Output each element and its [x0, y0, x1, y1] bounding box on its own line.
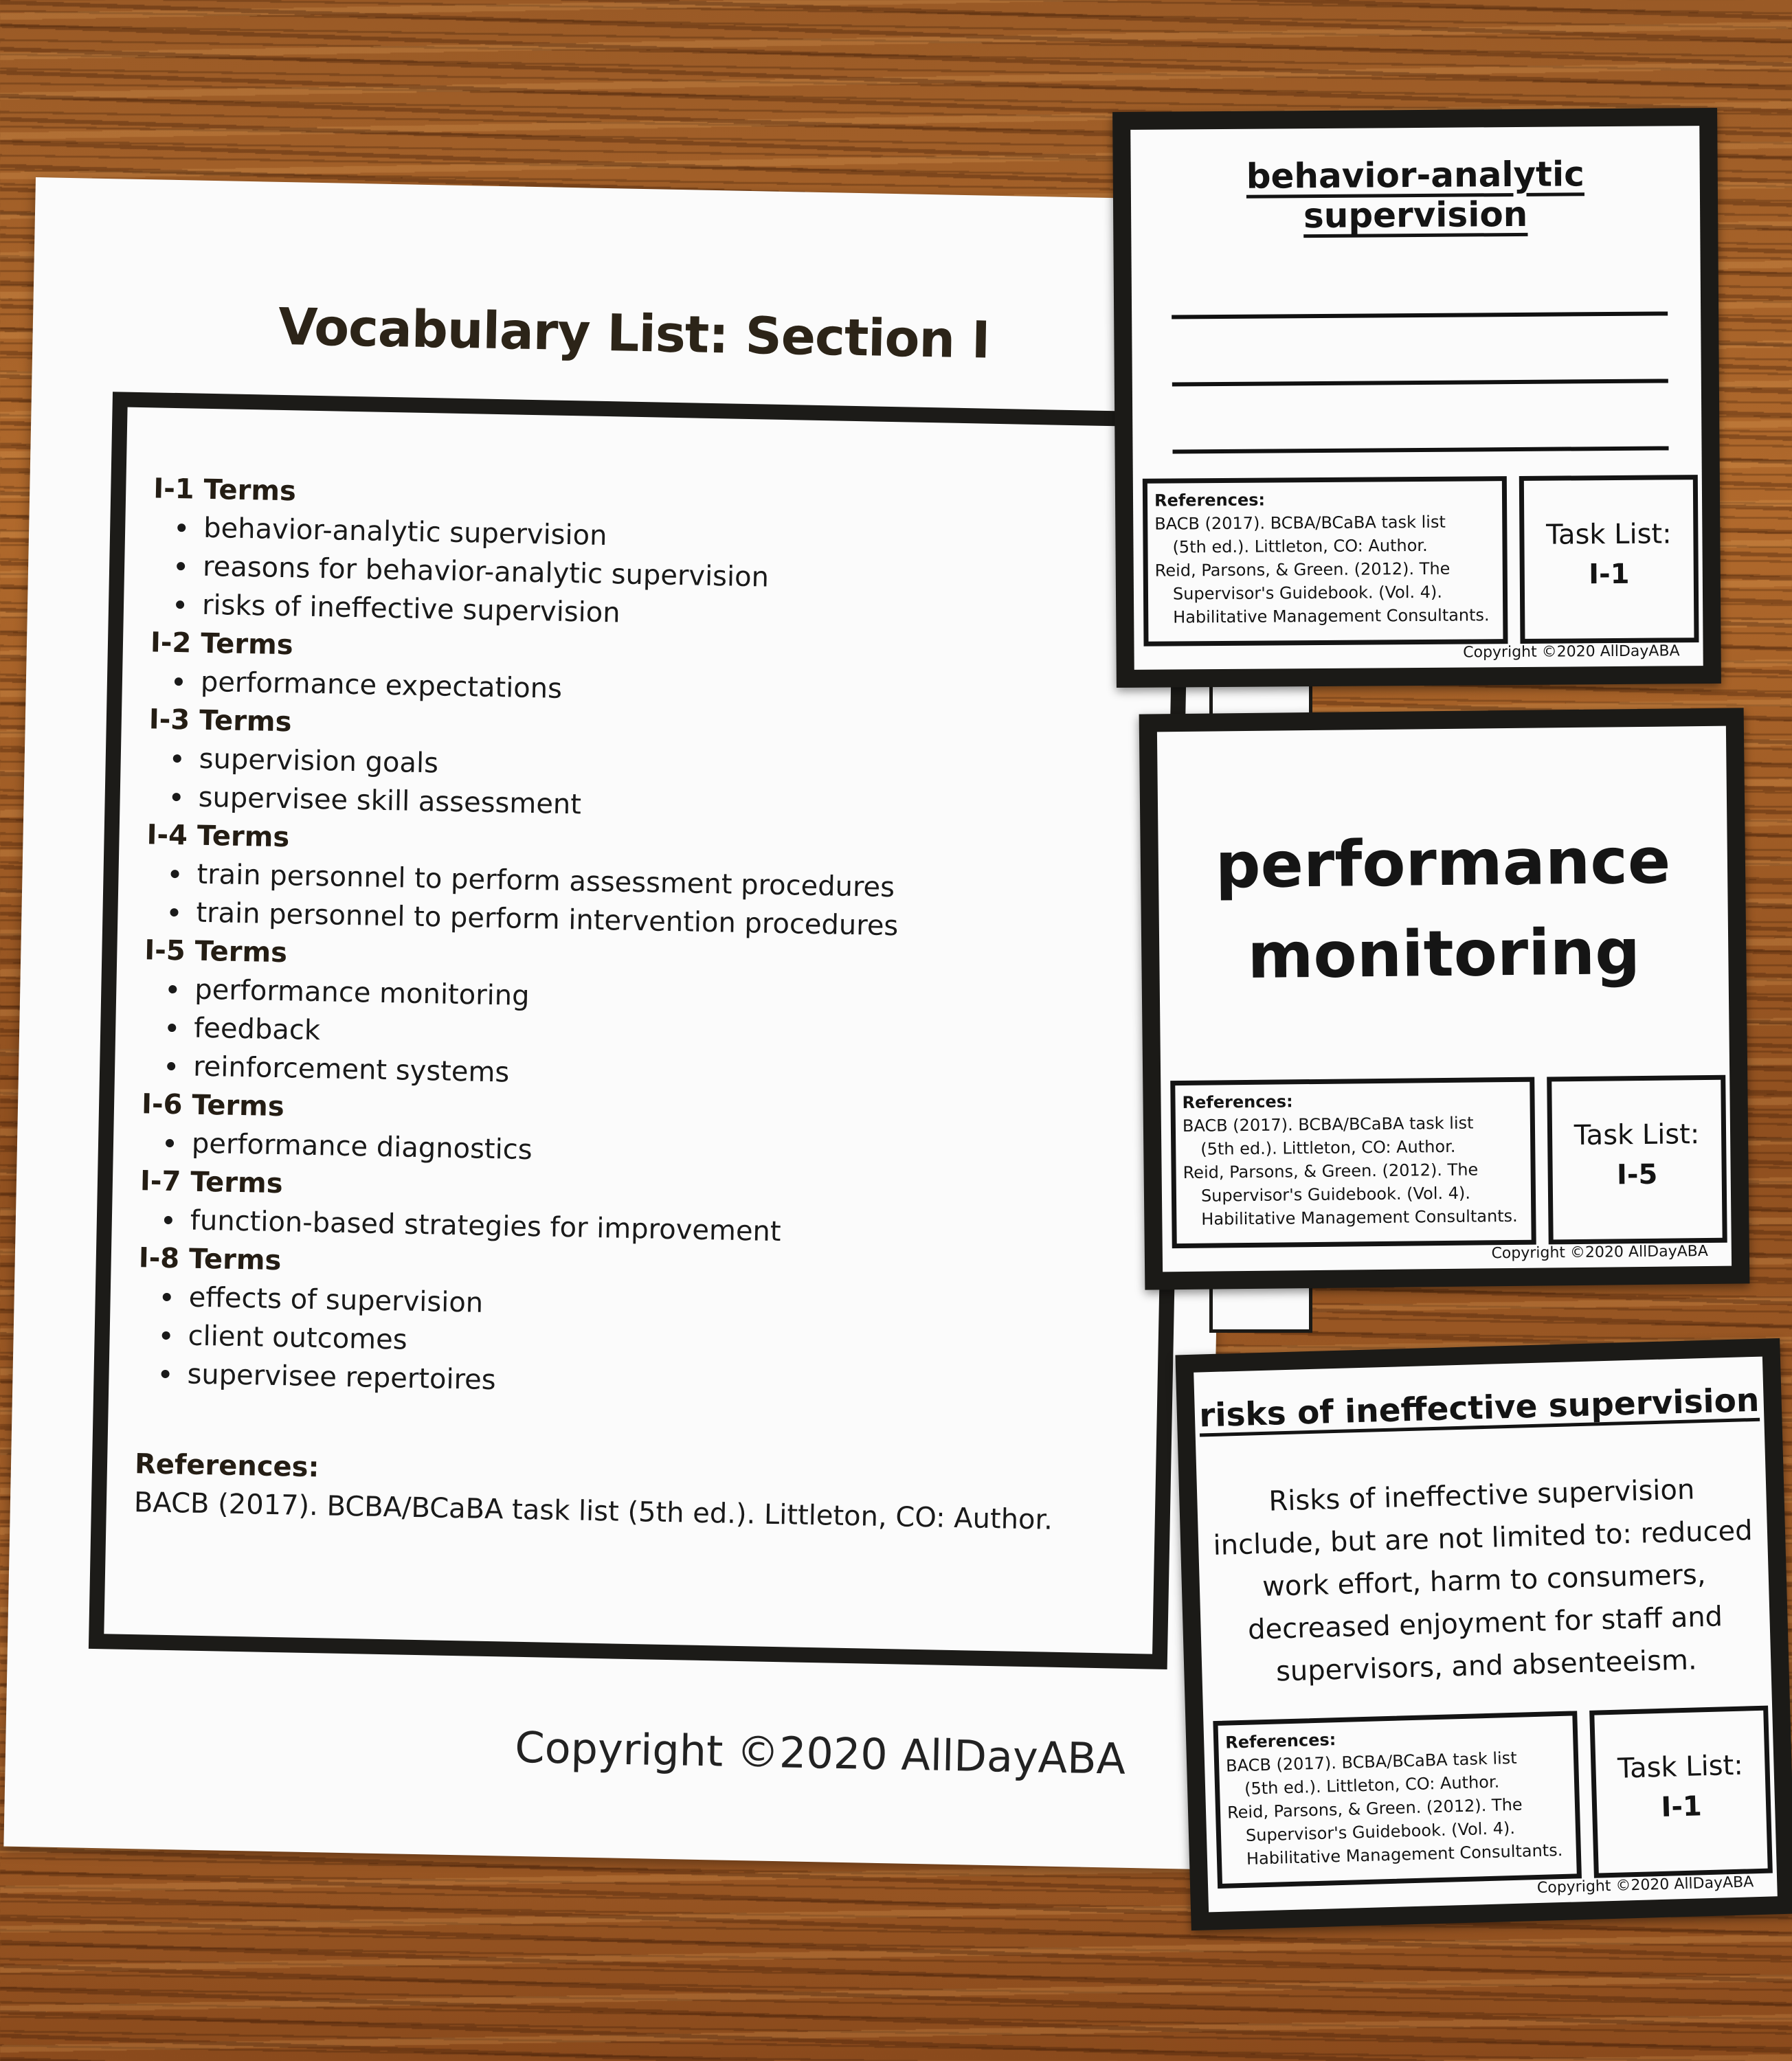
flashcard-copyright: Copyright ©2020 AllDayABA: [1463, 642, 1680, 662]
reference-line: Habilitative Management Consultants.: [1246, 1840, 1563, 1869]
term-group-heading: I-4 Terms: [146, 819, 290, 854]
term-item: performance diagnostics: [163, 1124, 895, 1176]
flashcard-risks-of-ineffective-supervision: [1175, 1338, 1792, 1930]
flashcard-copyright: Copyright ©2020 AllDayABA: [1536, 1873, 1754, 1897]
term-item: train personnel to perform intervention procedures: [167, 893, 899, 945]
reference-line: Supervisor's Guidebook. (Vol. 4).: [1200, 1183, 1471, 1206]
term-item: supervisee skill assessment: [169, 778, 901, 830]
reference-line: Reid, Parsons, & Green. (2012). The: [1154, 559, 1451, 581]
term-group-items: [136, 1277, 891, 1407]
flashcard-term-line: performance: [1215, 824, 1671, 903]
flashcard-title: behavior-analytic supervision: [1246, 154, 1584, 236]
term-group: [139, 1162, 893, 1253]
task-list-box: [1589, 1706, 1773, 1878]
reference-line: Habilitative Management Consultants.: [1201, 1206, 1518, 1229]
term-item: performance monitoring: [166, 970, 897, 1022]
term-group-items: [145, 854, 899, 945]
term-group-heading: I-5 Terms: [144, 934, 288, 969]
term-group: [147, 700, 902, 830]
term-item: effects of supervision: [159, 1278, 891, 1330]
term-item: supervisee repertoires: [158, 1355, 890, 1407]
reference-line: Supervisor's Guidebook. (Vol. 4).: [1172, 582, 1443, 604]
term-group-heading: I-1 Terms: [153, 473, 297, 508]
answer-line: [1172, 379, 1668, 386]
term-group-items: [142, 969, 897, 1099]
flashcard-face: [1130, 126, 1703, 670]
task-list-label: Task List:: [1546, 518, 1672, 551]
flashcard-behavior-analytic-supervision: [1112, 108, 1721, 688]
term-group: [142, 931, 898, 1099]
term-item: train personnel to perform assessment procedures: [168, 855, 899, 907]
answer-line: [1172, 311, 1668, 319]
reference-line: Reid, Parsons, & Green. (2012). The: [1227, 1794, 1523, 1823]
references-heading: References:: [1154, 490, 1266, 510]
reference-line: BACB (2017). BCBA/BCaBA task list: [1154, 512, 1446, 534]
vocabulary-sheet: [3, 177, 1237, 1869]
sheet-references: [133, 1445, 1053, 1540]
task-list-label: Task List:: [1617, 1749, 1744, 1785]
terms-frame: [89, 392, 1191, 1669]
flashcard-copyright: Copyright ©2020 AllDayABA: [1491, 1243, 1709, 1263]
references-heading: References:: [1182, 1092, 1293, 1113]
task-list-number: I-1: [1660, 1790, 1703, 1823]
flashcard-title: risks of ineffective supervision: [1198, 1381, 1760, 1435]
flashcard-references: [1143, 476, 1508, 646]
term-item: reinforcement systems: [164, 1047, 896, 1099]
term-list: [136, 469, 907, 1407]
term-item: risks of ineffective supervision: [173, 585, 905, 638]
flashcard-references: [1170, 1077, 1536, 1249]
reference-line: (5th ed.). Littleton, CO: Author.: [1244, 1772, 1500, 1799]
term-group-heading: I-7 Terms: [139, 1165, 283, 1200]
task-list-number: I-1: [1588, 558, 1630, 591]
term-group-heading: I-3 Terms: [148, 703, 292, 739]
flashcard-face: [1194, 1357, 1778, 1913]
term-group: [141, 1085, 895, 1176]
sheet-copyright: Copyright ©2020 AllDayABA: [514, 1722, 1126, 1784]
flashcard-term-line: monitoring: [1246, 915, 1641, 993]
reference-line: BACB (2017). BCBA/BCaBA task list: [1182, 1113, 1474, 1136]
task-list-box: [1547, 1075, 1727, 1245]
reference-line: Supervisor's Guidebook. (Vol. 4).: [1245, 1818, 1516, 1845]
term-item: behavior-analytic supervision: [175, 508, 906, 561]
term-group: [151, 469, 907, 638]
answer-line: [1173, 446, 1669, 453]
flashcard-definition: Risks of ineffective supervision include, but are not limited to: reduced work effort, harm to consumers, decreased enjoyment for staff and supervisors, and absenteeism.: [1213, 1474, 1754, 1688]
task-list-label: Task List:: [1573, 1118, 1700, 1152]
term-group-heading: I-8 Terms: [138, 1242, 282, 1277]
flashcard-references: [1213, 1711, 1582, 1889]
term-item: supervision goals: [170, 739, 901, 791]
flashcard-performance-monitoring: [1139, 708, 1750, 1289]
reference-line: Reid, Parsons, & Green. (2012). The: [1183, 1160, 1479, 1182]
term-group: [149, 623, 904, 714]
reference-line: (5th ed.). Littleton, CO: Author.: [1200, 1136, 1456, 1159]
flashcard-term: [1158, 815, 1729, 1003]
flashcard-face: [1157, 726, 1732, 1272]
term-item: performance expectations: [171, 662, 903, 714]
term-group-items: [151, 508, 906, 638]
references-heading: References:: [1224, 1730, 1336, 1753]
sheet-title: Vocabulary List: Section I: [278, 297, 991, 370]
term-group-heading: I-6 Terms: [141, 1088, 285, 1123]
term-group: [136, 1239, 892, 1407]
term-item: feedback: [165, 1009, 897, 1061]
reference-line: BACB (2017). BCBA/BCaBA task list: [1225, 1748, 1517, 1776]
term-item: client outcomes: [159, 1316, 891, 1369]
term-group-items: [147, 739, 901, 830]
term-group-heading: I-2 Terms: [150, 627, 293, 662]
sheet-references-heading: References:: [134, 1448, 320, 1484]
term-item: reasons for behavior-analytic supervision: [174, 547, 906, 599]
reference-line: Habilitative Management Consultants.: [1173, 605, 1490, 627]
task-list-number: I-5: [1616, 1158, 1658, 1191]
term-item: function-based strategies for improvement: [161, 1201, 893, 1253]
sheet-references-text: BACB (2017). BCBA/BCaBA task list (5th ed.). Littleton, CO: Author.: [133, 1487, 1053, 1536]
task-list-box: [1519, 475, 1699, 644]
reference-line: (5th ed.). Littleton, CO: Author.: [1172, 535, 1428, 557]
term-group: [145, 815, 900, 945]
